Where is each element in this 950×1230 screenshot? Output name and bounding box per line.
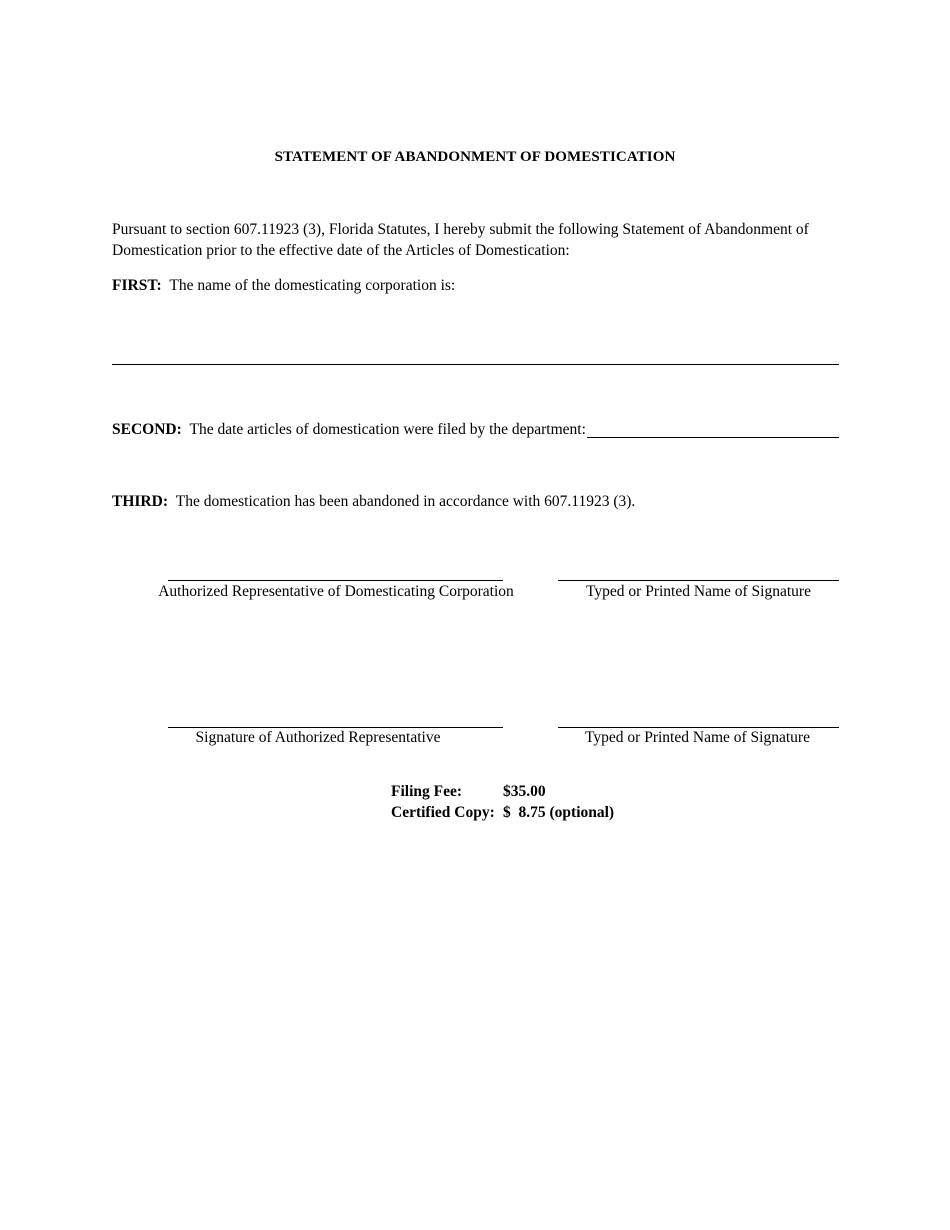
printed-name-label-2: Typed or Printed Name of Signature bbox=[585, 729, 810, 746]
filing-date-field[interactable] bbox=[587, 437, 839, 438]
page-title: STATEMENT OF ABANDONMENT OF DOMESTICATION bbox=[274, 149, 676, 165]
printed-name-line-1[interactable] bbox=[558, 580, 839, 581]
second-label: SECOND: bbox=[112, 421, 182, 438]
signature-line[interactable] bbox=[168, 727, 503, 728]
filing-fee-value: $35.00 bbox=[503, 783, 546, 800]
printed-name-label-1: Typed or Printed Name of Signature bbox=[586, 583, 811, 600]
authorized-representative-label: Authorized Representative of Domesticating Corporation bbox=[158, 583, 514, 600]
certified-copy-value: $ 8.75 (optional) bbox=[503, 804, 615, 821]
corporation-name-field[interactable] bbox=[112, 364, 839, 365]
third-clause bbox=[112, 493, 635, 511]
second-text: The date articles of domestication were filed by the department: bbox=[189, 421, 586, 438]
certified-copy-label: Certified Copy: bbox=[391, 804, 495, 821]
printed-name-line-2[interactable] bbox=[558, 727, 839, 728]
third-text: The domestication has been abandoned in accordance with 607.11923 (3). bbox=[175, 493, 636, 510]
signature-label: Signature of Authorized Representative bbox=[195, 729, 441, 746]
first-clause bbox=[112, 277, 455, 295]
first-text: The name of the domesticating corporation is: bbox=[169, 277, 456, 294]
second-clause bbox=[112, 421, 586, 439]
third-label: THIRD: bbox=[112, 493, 168, 510]
filing-fee-label: Filing Fee: bbox=[391, 783, 463, 800]
first-label: FIRST: bbox=[112, 277, 162, 294]
intro-paragraph: Pursuant to section 607.11923 (3), Florida Statutes, I hereby submit the following Statement of Abandonment of Domestication prior to the effective date of the Articles of Domestication: bbox=[112, 221, 809, 259]
authorized-representative-line[interactable] bbox=[168, 580, 503, 581]
